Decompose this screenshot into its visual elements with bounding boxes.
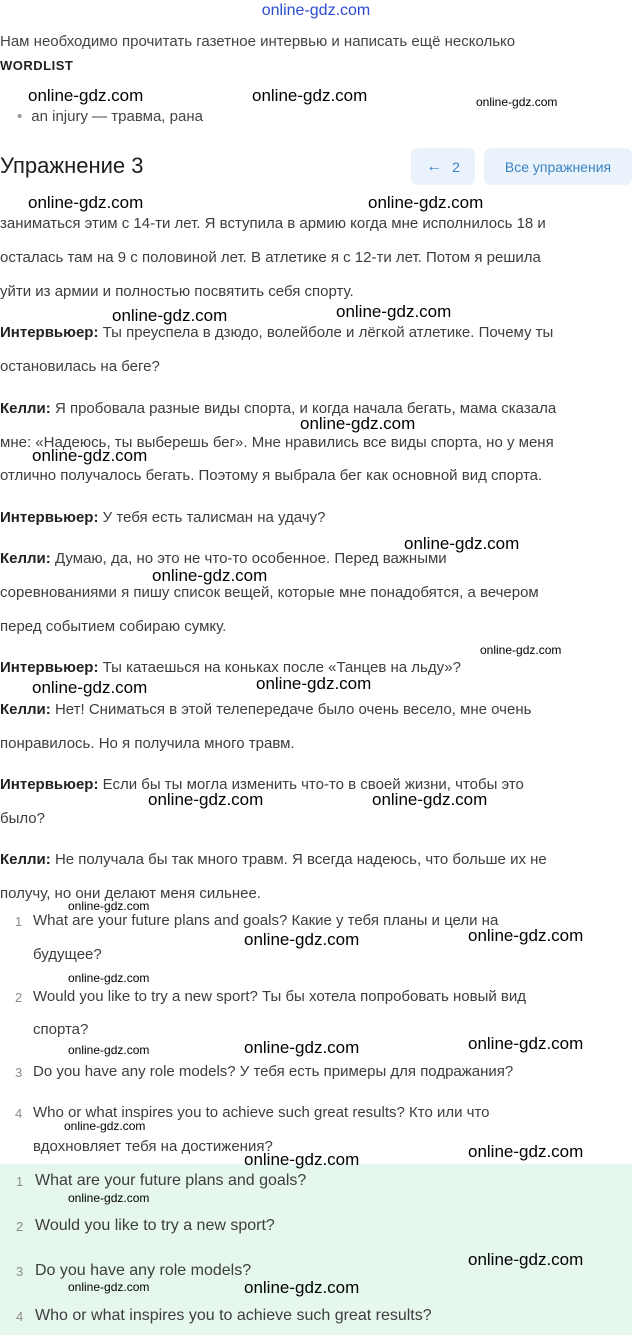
answer-text: Who or what inspires you to achieve such great results?	[35, 1307, 432, 1324]
interview-line	[0, 283, 354, 300]
question-number: 3	[15, 1065, 23, 1080]
bullet-icon: •	[17, 108, 23, 125]
watermark-text: online-gdz.com	[244, 930, 360, 949]
answer-number: 4	[16, 1309, 24, 1324]
interview-line	[0, 249, 541, 266]
watermark-text: online-gdz.com	[112, 306, 228, 325]
interview-line-text: Нет! Сниматься в этой телепередаче было очень весело, мне очень	[50, 701, 532, 718]
interview-line	[0, 735, 295, 752]
answer-text: What are your future plans and goals?	[35, 1172, 307, 1189]
interview-line-text: получу, но они делают меня сильнее.	[0, 885, 261, 902]
interview-line	[0, 215, 546, 232]
interview-line	[0, 851, 547, 868]
wordlist-label: WORDLIST	[0, 58, 74, 73]
watermark-text: online-gdz.com	[32, 446, 148, 465]
interview-line	[0, 400, 556, 417]
interview-line-text: Я пробовала разные виды спорта, и когда начала бегать, мама сказала	[50, 400, 557, 417]
interview-line-text: отлично получалось бегать. Поэтому я выбрала бег как основной вид спорта.	[0, 467, 543, 484]
watermark-text: online-gdz.com	[152, 566, 268, 585]
interview-line-text: осталась там на 9 с половиной лет. В атлетике я с 12-ти лет. Потом я решила	[0, 249, 541, 266]
answer-number: 1	[16, 1174, 24, 1189]
interview-line	[0, 324, 553, 341]
interview-line-text: Ты преуспела в дзюдо, волейболе и лёгкой атлетике. Почему ты	[98, 324, 554, 341]
watermark-text: online-gdz.com	[28, 86, 144, 105]
all-exercises-button[interactable]: Все упражнения	[484, 148, 632, 185]
interview-line-text: соревнованиями я пишу список вещей, которые мне понадобятся, а вечером	[0, 584, 539, 601]
interview-line	[0, 618, 226, 635]
interview-line	[0, 659, 461, 676]
previous-exercise-number: 2	[452, 158, 460, 175]
question-text: What are your future plans and goals? Какие у тебя планы и цели на	[33, 912, 499, 929]
interview-line-text: понравилось. Но я получила много травм.	[0, 735, 295, 752]
question-text: спорта?	[33, 1021, 89, 1038]
question-text: Would you like to try a new sport? Ты бы хотела попробовать новый вид	[33, 988, 527, 1005]
watermark-text: online-gdz.com	[372, 790, 488, 809]
watermark-text: online-gdz.com	[68, 971, 150, 985]
question-number: 1	[15, 914, 23, 929]
interview-line	[0, 550, 447, 567]
arrow-left-icon: ←	[426, 157, 443, 175]
interview-line-text: уйти из армии и полностью посвятить себя спорту.	[0, 283, 354, 300]
speaker-label: Интервьюер:	[0, 509, 99, 526]
interview-line	[0, 584, 539, 601]
previous-exercise-button[interactable]	[411, 148, 475, 185]
watermark-text: online-gdz.com	[468, 1250, 584, 1269]
watermark-text: online-gdz.com	[252, 86, 368, 105]
watermark-text: online-gdz.com	[244, 1150, 360, 1169]
watermark-text: online-gdz.com	[404, 534, 520, 553]
watermark-text: online-gdz.com	[68, 1043, 150, 1057]
watermark-text: online-gdz.com	[368, 193, 484, 212]
watermark-text: online-gdz.com	[68, 1191, 150, 1205]
question-text: вдохновляет тебя на достижения?	[33, 1138, 273, 1155]
answer-text: Would you like to try a new sport?	[35, 1217, 275, 1234]
watermark-text: online-gdz.com	[476, 95, 558, 109]
watermark-text: online-gdz.com	[468, 1034, 584, 1053]
answer-number: 2	[16, 1219, 24, 1234]
interview-line-text: мне: «Надеюсь, ты выберешь бег». Мне нравились все виды спорта, но у меня	[0, 434, 554, 451]
exercise-title: Упражнение 3	[0, 153, 144, 178]
speaker-label: Келли:	[0, 851, 51, 868]
question-text: Do you have any role models? У тебя есть примеры для подражания?	[33, 1063, 514, 1080]
question-number: 4	[15, 1106, 23, 1121]
watermark-text: online-gdz.com	[480, 643, 562, 657]
speaker-label: Интервьюер:	[0, 324, 99, 341]
watermark-text: online-gdz.com	[32, 678, 148, 697]
interview-line-text: заниматься этим с 14-ти лет. Я вступила в армию когда мне исполнилось 18 и	[0, 215, 546, 232]
speaker-label: Интервьюер:	[0, 776, 99, 793]
interview-line-text: Не получала бы так много травм. Я всегда надеюсь, что больше их не	[50, 851, 547, 868]
watermark-text: online-gdz.com	[64, 1119, 146, 1133]
watermark-text: online-gdz.com	[68, 1280, 150, 1294]
watermark-text: online-gdz.com	[256, 674, 372, 693]
watermark-text: online-gdz.com	[300, 414, 416, 433]
site-title[interactable]: online-gdz.com	[261, 2, 371, 19]
watermark-text: online-gdz.com	[28, 193, 144, 212]
interview-line-text: остановилась на беге?	[0, 358, 160, 375]
watermark-text: online-gdz.com	[148, 790, 264, 809]
interview-line-text: У тебя есть талисман на удачу?	[98, 509, 326, 526]
interview-line-text: перед событием собираю сумку.	[0, 618, 227, 635]
watermark-text: online-gdz.com	[244, 1038, 360, 1057]
question-text: будущее?	[33, 946, 102, 963]
interview-line	[0, 701, 531, 718]
watermark-text: online-gdz.com	[468, 926, 584, 945]
question-text: Who or what inspires you to achieve such great results? Кто или что	[33, 1104, 490, 1121]
speaker-label: Келли:	[0, 550, 51, 567]
interview-line-text: Если бы ты могла изменить что-то в своей жизни, чтобы это	[98, 776, 524, 793]
interview-line-text: Ты катаешься на коньках после «Танцев на льду»?	[98, 659, 461, 676]
interview-line	[0, 810, 45, 827]
interview-line	[0, 467, 542, 484]
watermark-text: online-gdz.com	[468, 1142, 584, 1161]
speaker-label: Интервьюер:	[0, 659, 99, 676]
answer-number: 3	[16, 1264, 24, 1279]
watermark-text: online-gdz.com	[68, 899, 150, 913]
watermark-text: online-gdz.com	[244, 1278, 360, 1297]
interview-line-text: Думаю, да, но это не что-то особенное. Перед важными	[50, 550, 447, 567]
wordlist-item	[17, 108, 203, 125]
intro-text: Нам необходимо прочитать газетное интервью и написать ещё несколько	[0, 33, 516, 50]
watermark-text: online-gdz.com	[336, 302, 452, 321]
speaker-label: Келли:	[0, 701, 51, 718]
interview-line	[0, 358, 160, 375]
interview-line-text: было?	[0, 810, 45, 827]
interview-line	[0, 509, 325, 526]
speaker-label: Келли:	[0, 400, 51, 417]
wordlist-item-text: an injury — травма, рана	[31, 108, 203, 125]
question-number: 2	[15, 990, 23, 1005]
answer-text: Do you have any role models?	[35, 1262, 252, 1279]
